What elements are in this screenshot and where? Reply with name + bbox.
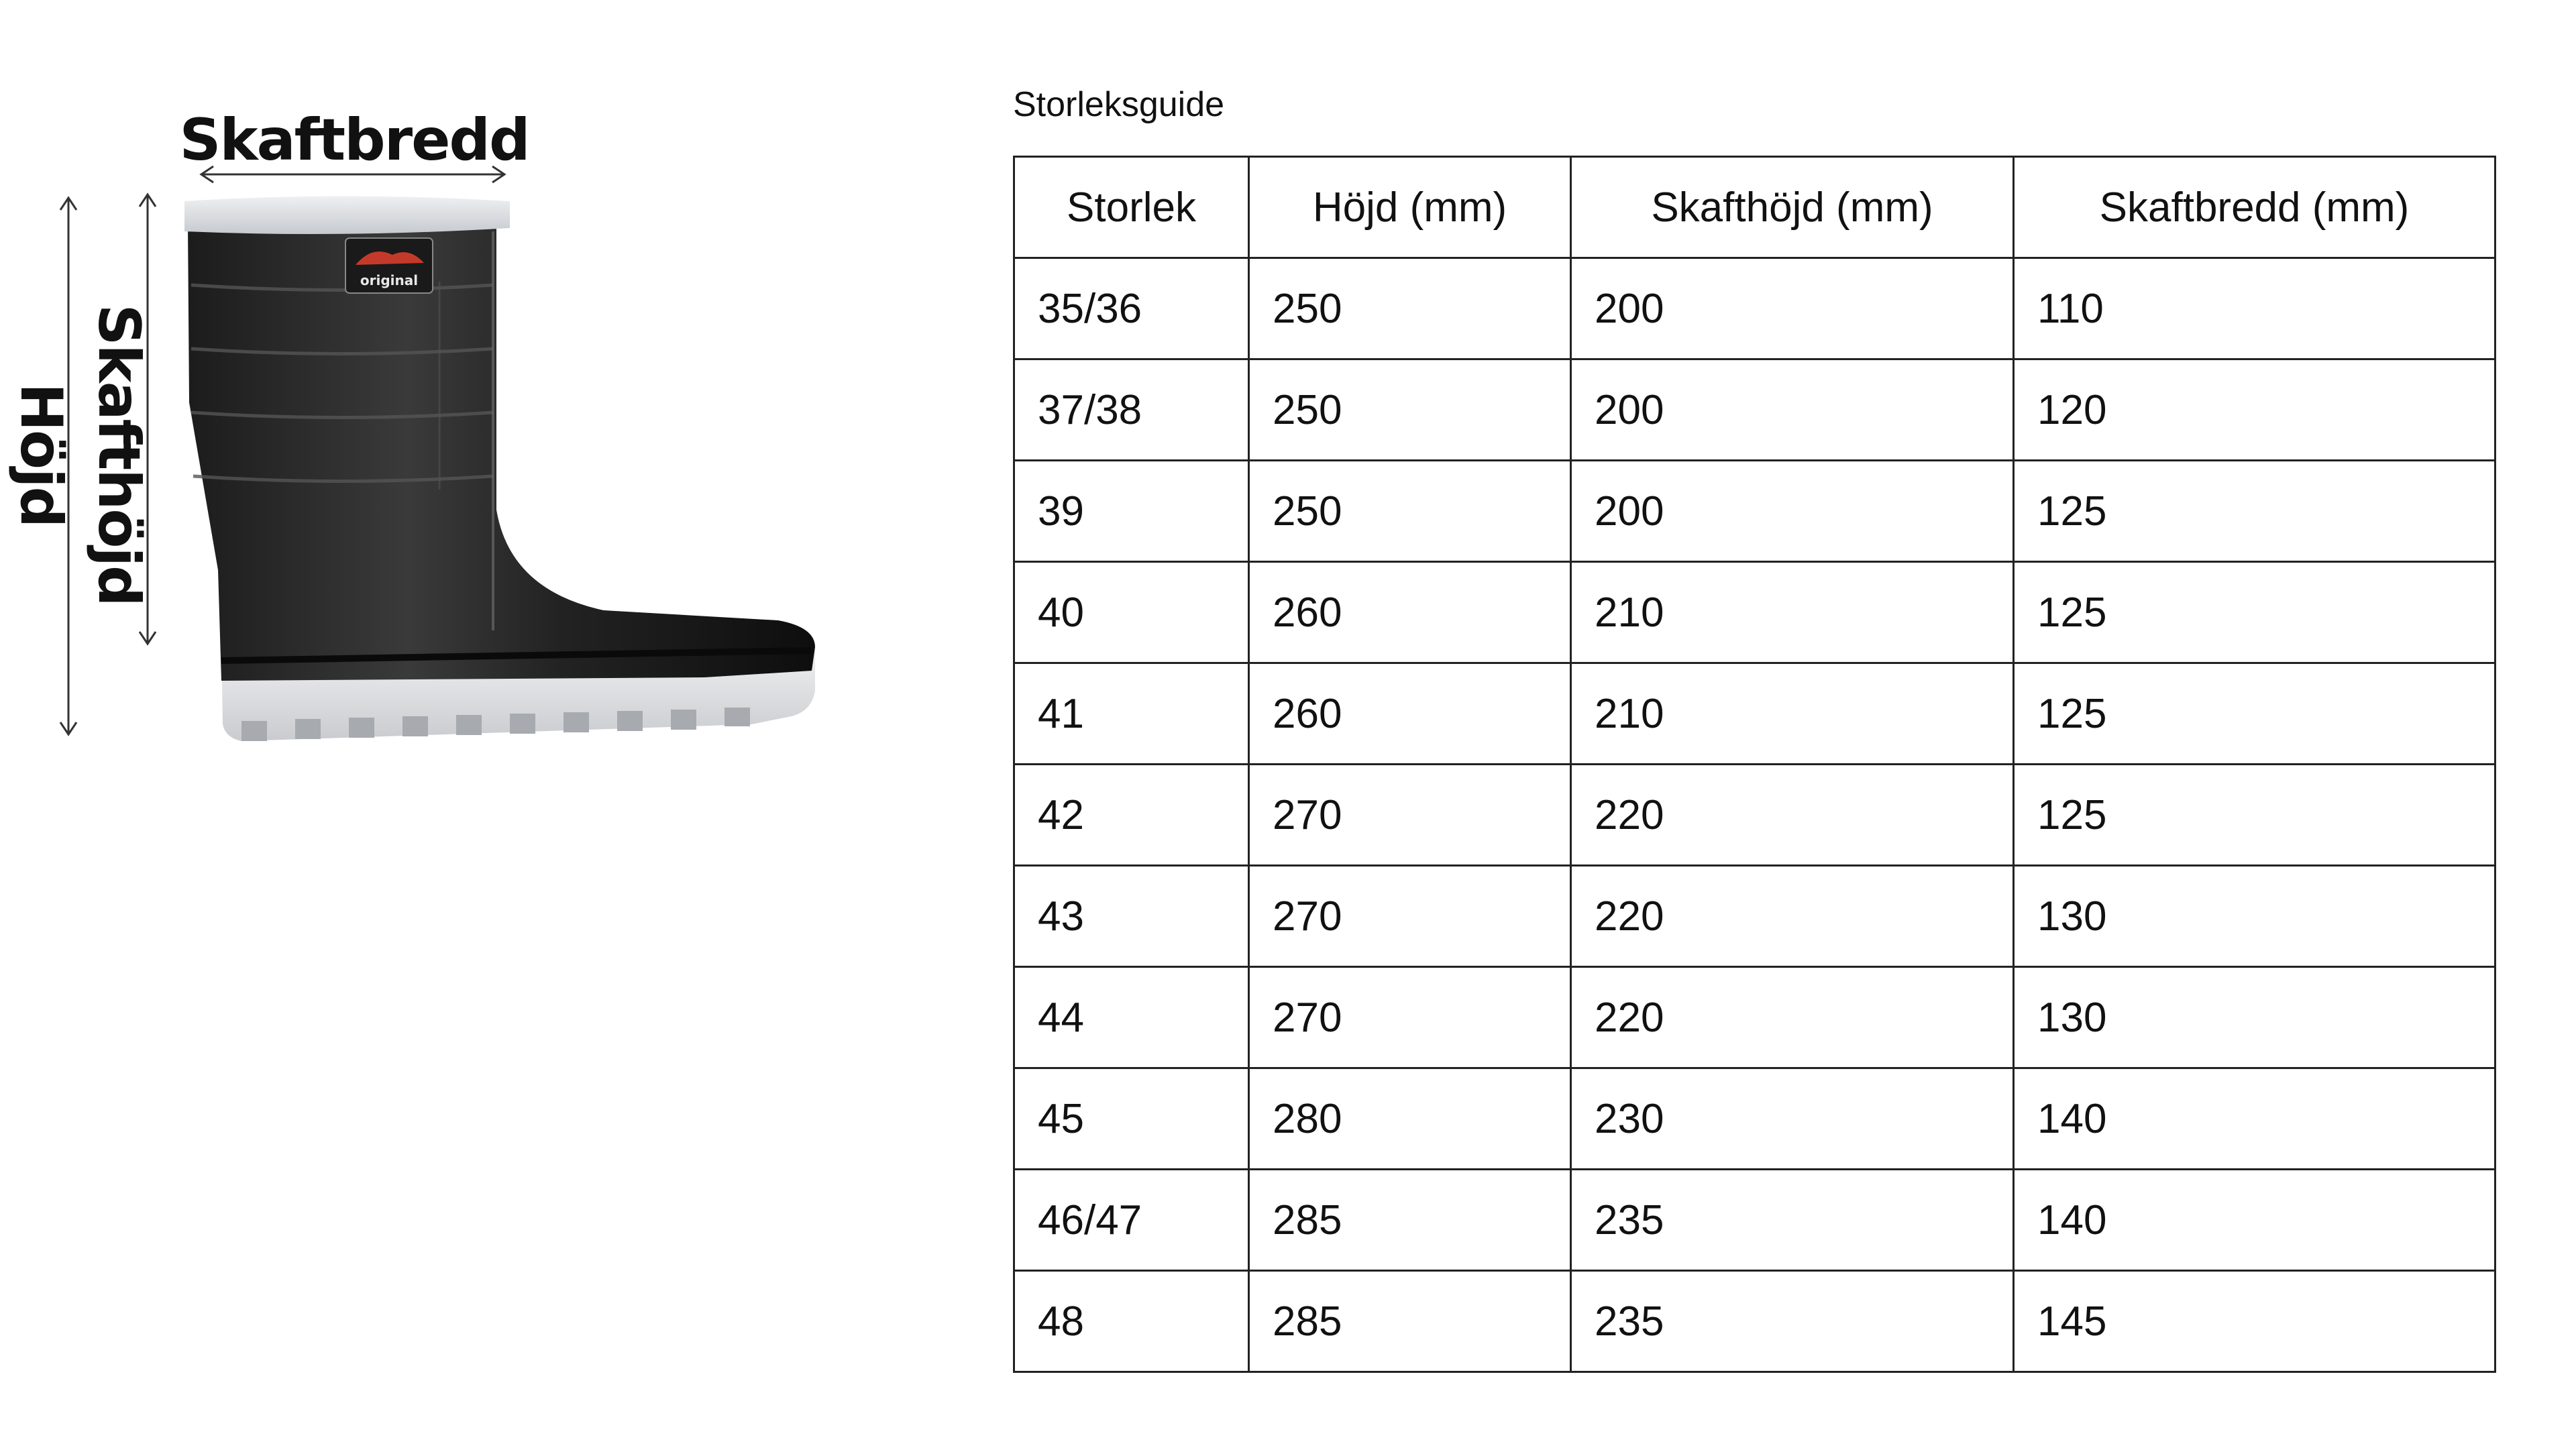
table-row — [1014, 359, 2496, 461]
cell-shaft-width: 125 — [2014, 562, 2496, 663]
cell-shaft-width: 125 — [2014, 663, 2496, 765]
column-header: Skafthöjd (mm) — [1571, 157, 2014, 258]
table-row — [1014, 461, 2496, 562]
height-label: Höjd — [7, 382, 74, 527]
cell-size: 48 — [1014, 1271, 1249, 1372]
cell-shaft-width: 130 — [2014, 967, 2496, 1068]
column-header: Höjd (mm) — [1249, 157, 1571, 258]
cell-shaft-height: 220 — [1571, 866, 2014, 967]
cell-size: 39 — [1014, 461, 1249, 562]
cell-shaft-height: 235 — [1571, 1271, 2014, 1372]
shaft-height-label: Skafthöjd — [85, 304, 152, 606]
size-guide-title: Storleksguide — [1013, 85, 1225, 124]
size-table — [1013, 156, 2496, 1373]
table-header-row — [1014, 157, 2496, 258]
cell-size: 42 — [1014, 765, 1249, 866]
cell-height: 270 — [1249, 765, 1571, 866]
table-row — [1014, 1271, 2496, 1372]
boot-figure — [0, 0, 872, 805]
cell-shaft-height: 200 — [1571, 258, 2014, 359]
cell-shaft-height: 235 — [1571, 1170, 2014, 1271]
brand-logo — [345, 238, 433, 293]
cell-size: 37/38 — [1014, 359, 1249, 461]
cell-shaft-width: 140 — [2014, 1068, 2496, 1170]
table-row — [1014, 258, 2496, 359]
logo-text: original — [360, 272, 419, 288]
cell-height: 250 — [1249, 461, 1571, 562]
cell-height: 260 — [1249, 562, 1571, 663]
cell-shaft-height: 200 — [1571, 461, 2014, 562]
table-row — [1014, 765, 2496, 866]
table-row — [1014, 866, 2496, 967]
table-row — [1014, 663, 2496, 765]
cell-shaft-height: 220 — [1571, 765, 2014, 866]
cell-shaft-width: 120 — [2014, 359, 2496, 461]
cell-height: 285 — [1249, 1170, 1571, 1271]
cell-shaft-height: 200 — [1571, 359, 2014, 461]
cell-height: 280 — [1249, 1068, 1571, 1170]
table-row — [1014, 1068, 2496, 1170]
shaft-width-label: Skaftbredd — [179, 107, 529, 174]
cell-height: 260 — [1249, 663, 1571, 765]
cell-shaft-height: 210 — [1571, 562, 2014, 663]
column-header: Skaftbredd (mm) — [2014, 157, 2496, 258]
cell-size: 35/36 — [1014, 258, 1249, 359]
cell-shaft-width: 125 — [2014, 765, 2496, 866]
cell-size: 44 — [1014, 967, 1249, 1068]
cell-shaft-width: 125 — [2014, 461, 2496, 562]
table-row — [1014, 562, 2496, 663]
boot-diagram — [0, 0, 872, 805]
cell-height: 270 — [1249, 967, 1571, 1068]
table-row — [1014, 967, 2496, 1068]
cell-size: 40 — [1014, 562, 1249, 663]
cell-shaft-height: 220 — [1571, 967, 2014, 1068]
cell-size: 43 — [1014, 866, 1249, 967]
boot-image — [184, 197, 815, 742]
cell-shaft-height: 230 — [1571, 1068, 2014, 1170]
cell-height: 250 — [1249, 359, 1571, 461]
cell-shaft-width: 130 — [2014, 866, 2496, 967]
cell-height: 250 — [1249, 258, 1571, 359]
cell-shaft-width: 110 — [2014, 258, 2496, 359]
cell-shaft-height: 210 — [1571, 663, 2014, 765]
column-header: Storlek — [1014, 157, 1249, 258]
cell-height: 285 — [1249, 1271, 1571, 1372]
cell-size: 45 — [1014, 1068, 1249, 1170]
cell-height: 270 — [1249, 866, 1571, 967]
cell-size: 41 — [1014, 663, 1249, 765]
cell-shaft-width: 140 — [2014, 1170, 2496, 1271]
cell-size: 46/47 — [1014, 1170, 1249, 1271]
table-row — [1014, 1170, 2496, 1271]
cell-shaft-width: 145 — [2014, 1271, 2496, 1372]
